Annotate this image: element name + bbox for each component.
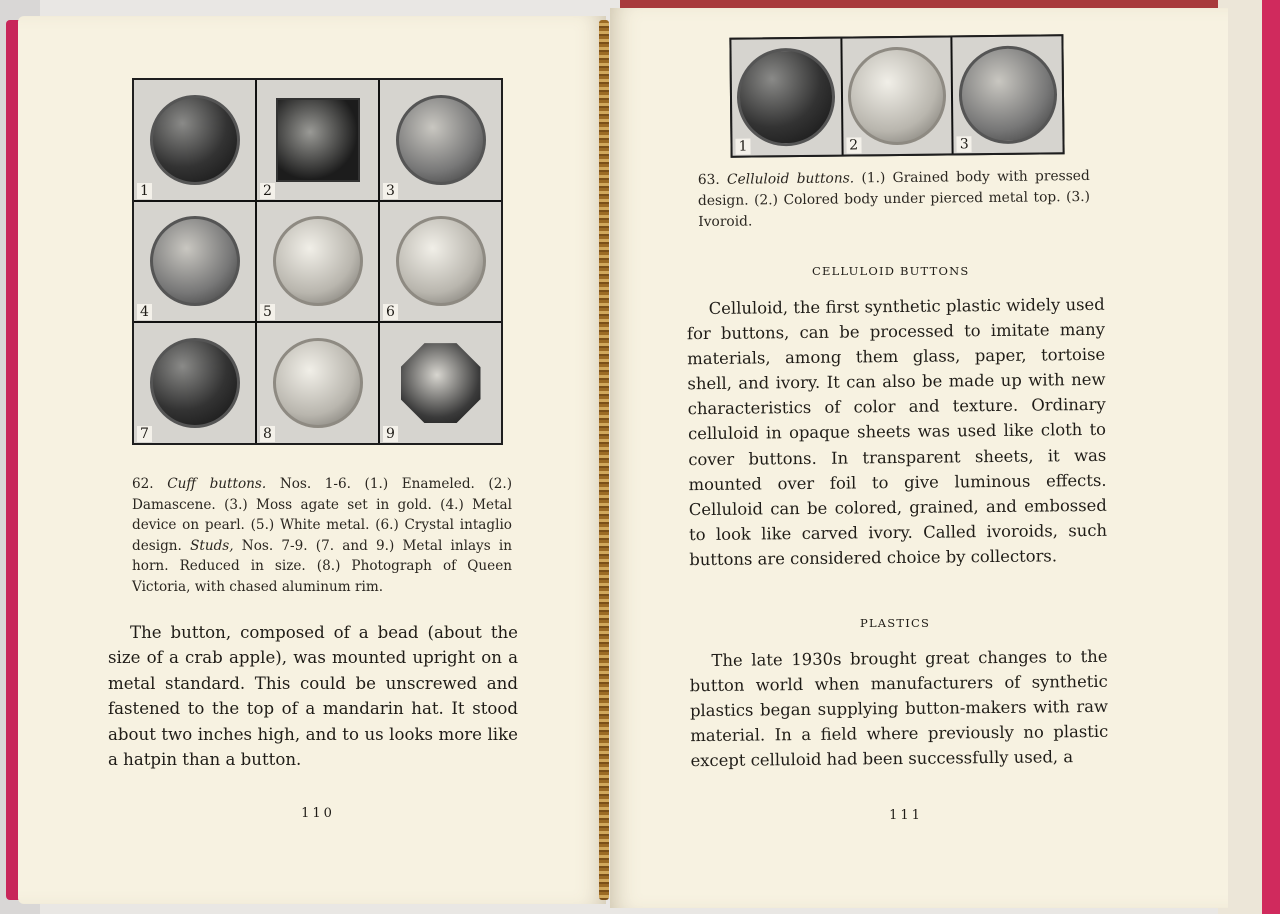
caption-text: Nos. 1-6. (1.) Enameled. (2.) Damascene. (3.) Moss agate set in gold. (4.) Metal device on pearl. (5.) White metal. (6.) Crystal intaglio design. bbox=[132, 476, 513, 554]
body-paragraph: The late 1930s brought great changes to the button world when manufacturers of synthetic plastics began supplying button-makers with raw material. In a field where previously no plastic except celluloid had been successfully used, a bbox=[689, 646, 1109, 771]
button-image bbox=[273, 216, 363, 306]
figure-number: 2 bbox=[846, 137, 861, 153]
plate-cell bbox=[134, 202, 255, 322]
button-image bbox=[396, 216, 486, 306]
figure-number: 2 bbox=[260, 183, 275, 199]
button-image bbox=[150, 95, 240, 185]
figure-number: 1 bbox=[137, 183, 152, 199]
button-image bbox=[396, 95, 486, 185]
book-spine-stitching bbox=[599, 20, 609, 900]
figure-number: 6 bbox=[383, 304, 398, 320]
caption-title: Cuff buttons. bbox=[167, 476, 267, 492]
plate-cell bbox=[257, 323, 378, 443]
figure-number: 4 bbox=[137, 304, 152, 320]
plate-cell bbox=[731, 39, 841, 156]
plate-cell bbox=[380, 80, 501, 200]
button-plate-63 bbox=[729, 34, 1064, 157]
button-image bbox=[276, 98, 360, 182]
caption-number: 62. bbox=[132, 476, 154, 492]
section-heading: PLASTICS bbox=[860, 616, 931, 630]
button-image bbox=[401, 343, 481, 423]
button-image bbox=[737, 48, 836, 147]
body-paragraph: Celluloid, the first synthetic plastic widely used for buttons, can be processed to imitate many materials, among them glass, paper, tortoise shell, and ivory. It can also be made up with new characteristics of color and texture. Ordinary celluloid in opaque sheets was used like cloth to cover buttons. In transparent sheets, it was mounted over foil to give luminous effects. Celluloid can be colored, grained, and embossed to look like carved ivory. Called ivoroids, such buttons are considered choice by collectors. bbox=[686, 294, 1108, 570]
caption-studs-label: Studs, bbox=[190, 537, 234, 554]
button-image bbox=[150, 216, 240, 306]
plate-cell bbox=[380, 202, 501, 322]
page-number: 110 bbox=[301, 806, 335, 821]
figure-number: 8 bbox=[260, 426, 275, 442]
button-plate-62 bbox=[132, 78, 503, 445]
plate-cell bbox=[257, 202, 378, 322]
section-heading: CELLULOID BUTTONS bbox=[812, 264, 970, 278]
figure-caption-63 bbox=[698, 166, 1091, 233]
plate-cell bbox=[380, 323, 501, 443]
button-image bbox=[958, 45, 1057, 144]
figure-number: 9 bbox=[383, 426, 398, 442]
book-cover-right-edge bbox=[1262, 0, 1280, 914]
caption-text: (1.) Grained body with pressed design. (2.) Colored body under pierced metal top. (3.) Ivoroid. bbox=[697, 167, 1091, 231]
button-image bbox=[847, 46, 946, 145]
left-page bbox=[18, 16, 606, 904]
caption-title: Celluloid buttons. bbox=[726, 170, 855, 188]
plate-cell bbox=[134, 323, 255, 443]
plate-cell bbox=[134, 80, 255, 200]
button-image bbox=[150, 338, 240, 428]
page-number: 111 bbox=[889, 808, 923, 823]
plate-cell bbox=[953, 36, 1063, 153]
right-page bbox=[610, 8, 1228, 908]
figure-number: 3 bbox=[957, 136, 972, 152]
plate-cell bbox=[842, 37, 952, 154]
figure-number: 3 bbox=[383, 183, 398, 199]
figure-number: 5 bbox=[260, 304, 275, 320]
figure-number: 7 bbox=[137, 426, 152, 442]
caption-number: 63. bbox=[697, 171, 720, 189]
caption-text: Nos. 7-9. (7. and 9.) Metal inlays in horn. Reduced in size. (8.) Photograph of Queen Victoria, with chased aluminum rim. bbox=[132, 537, 513, 595]
plate-cell bbox=[257, 80, 378, 200]
button-image bbox=[273, 338, 363, 428]
figure-number: 1 bbox=[735, 139, 750, 155]
body-paragraph: The button, composed of a bead (about the size of a crab apple), was mounted upright on a metal standard. This could be unscrewed and fastened to the top of a mandarin hat. It stood about two inches high, and to us looks more like a hatpin than a button. bbox=[108, 623, 518, 770]
figure-caption-62 bbox=[132, 474, 512, 597]
